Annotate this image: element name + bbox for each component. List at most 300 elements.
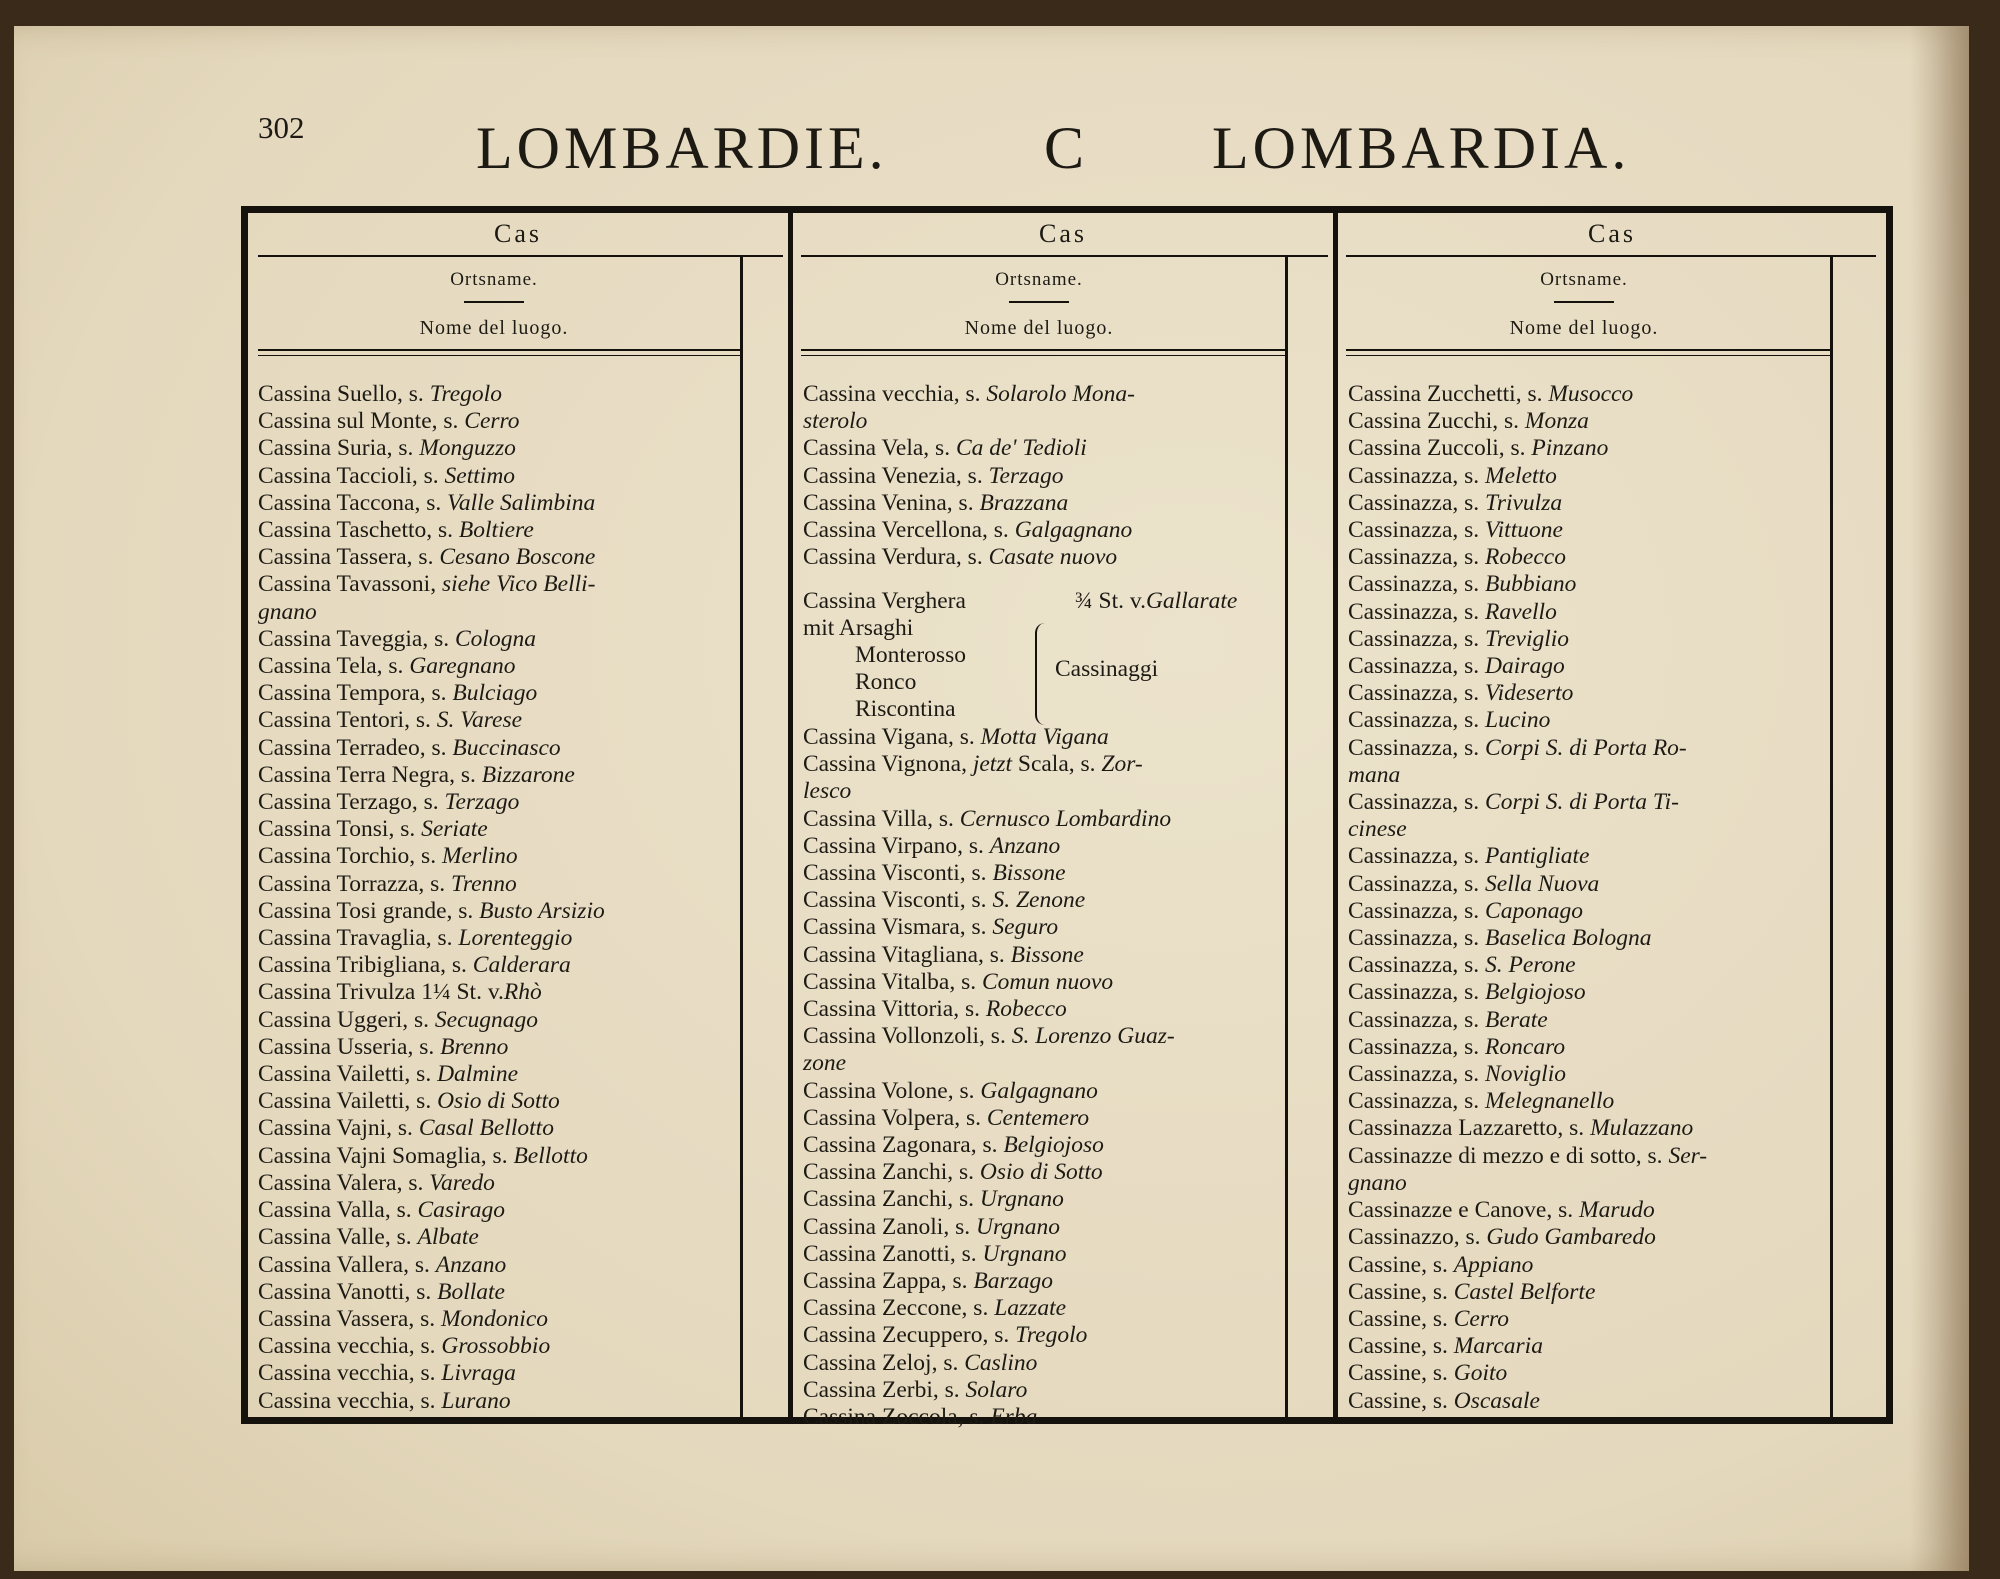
table-row	[258, 898, 605, 925]
entry-place: Motta Vigana	[980, 724, 1109, 750]
entry-place: Ca de' Tedioli	[955, 435, 1087, 462]
entry-name: Cassine, s.	[1348, 1333, 1448, 1360]
table-row	[1348, 1034, 1707, 1061]
entry-name: Cassina Vitagliana, s.	[803, 941, 1005, 968]
entry-list-bottom	[803, 724, 1175, 1431]
table-row	[803, 833, 1175, 860]
entry-name: Cassine, s.	[1348, 1305, 1448, 1332]
table-row	[1348, 952, 1707, 979]
entry-place: Tregolo	[1015, 1322, 1088, 1349]
entry-name: Cassinazza, s.	[1348, 489, 1480, 516]
table-row	[803, 860, 1175, 887]
entry-name: Cassina Vailetti, s.	[258, 1088, 432, 1115]
entry-place: Settimo	[444, 462, 516, 489]
entry-place: Caponago	[1485, 897, 1583, 924]
table-row	[803, 1295, 1175, 1322]
entry-name: Cassina Vela, s.	[803, 435, 951, 462]
table-row	[258, 1143, 605, 1170]
column-head: Cas	[494, 219, 542, 248]
entry-name: Cassinazze e Canove, s.	[1348, 1197, 1574, 1224]
table-row	[1348, 571, 1707, 598]
book-page	[14, 26, 1969, 1571]
entry-name: Cassina Verdura, s.	[803, 544, 983, 571]
column-subhead-german: Ortsname.	[450, 269, 538, 290]
entry-place: Berate	[1485, 1006, 1548, 1033]
entry-place: Barzago	[973, 1268, 1053, 1295]
entry-place: Belgiojoso	[1485, 979, 1586, 1006]
entry-distance: 1¼ St. v.	[421, 979, 504, 1006]
table-row	[803, 1377, 1175, 1404]
table-row	[803, 435, 1135, 462]
entry-place: Casirago	[417, 1197, 505, 1224]
entry-place: Secugnago	[434, 1006, 539, 1033]
entry-name: Cassina Zerbi, s.	[803, 1376, 960, 1403]
entry-place: Osio di Sotto	[979, 1159, 1103, 1186]
table-row	[1348, 1088, 1707, 1115]
entry-name: Cassina Zeccone, s.	[803, 1295, 989, 1322]
entry-name: Cassina Suria, s.	[258, 435, 414, 462]
entry-place: siehe Vico Belli-	[441, 571, 596, 598]
entry-place: Gallarate	[1145, 588, 1238, 614]
entry-place: Boltiere	[458, 517, 534, 544]
entry-name: Cassina Zappa, s.	[803, 1268, 968, 1295]
group-line: Monterosso	[855, 642, 966, 668]
table-row	[803, 1105, 1175, 1132]
entry-place: Corpi S. di Porta Ro-	[1485, 734, 1687, 761]
entry-name: Cassinazze di mezzo e di sotto, s.	[1348, 1142, 1663, 1169]
table-row	[258, 952, 605, 979]
table-row	[1348, 925, 1707, 952]
entry-place: Ravello	[1485, 598, 1557, 625]
entry-place: Brazzana	[979, 489, 1069, 516]
entry-name: Cassina Vitalba, s.	[803, 968, 977, 995]
entry-name: Cassina Taveggia, s.	[258, 625, 450, 652]
entry-name: Cassina Vailetti, s.	[258, 1061, 432, 1088]
header-rule	[801, 355, 1285, 356]
table-row	[1348, 626, 1707, 653]
entry-name: Cassina Vassera, s.	[258, 1305, 436, 1332]
entry-place: Urgnano	[982, 1240, 1067, 1267]
entry-name: Cassina Visconti, s.	[803, 887, 987, 914]
table-row	[1348, 871, 1707, 898]
entry-name: Cassina Zucchi, s.	[1348, 408, 1519, 435]
entry-name: Cassina Tonsi, s.	[258, 816, 416, 843]
table-row	[258, 1197, 605, 1224]
table-row	[258, 1170, 605, 1197]
entry-name: Cassina Vittoria, s.	[803, 996, 981, 1023]
entry-name: Cassine, s.	[1348, 1387, 1448, 1414]
table-row	[1348, 1279, 1707, 1306]
column-subhead-german: Ortsname.	[1540, 269, 1628, 290]
entry-place: Bissone	[1010, 941, 1084, 968]
entry-continuation: sterolo	[803, 408, 868, 435]
entry-name: Cassina Tela, s.	[258, 653, 404, 680]
entry-name: Cassina Suello, s.	[258, 381, 424, 407]
table-row	[258, 463, 605, 490]
entry-place: Urgnano	[979, 1186, 1064, 1213]
entry-place: Seguro	[992, 914, 1059, 941]
entry-name: Cassinazza, s.	[1348, 925, 1480, 952]
entry-place: Cernusco Lombardino	[959, 805, 1172, 832]
entry-name: Cassina Zeloj, s.	[803, 1349, 959, 1376]
table-row	[258, 762, 605, 789]
entry-name: Cassinazza, s.	[1348, 544, 1480, 571]
table-row	[258, 925, 605, 952]
column-inner-line	[1285, 255, 1288, 1417]
short-rule	[1554, 301, 1614, 303]
entry-name: Cassina vecchia, s.	[258, 1387, 436, 1414]
entry-place: Lucino	[1485, 707, 1551, 734]
entry-place: Noviglio	[1485, 1061, 1566, 1088]
entry-place: Monza	[1524, 408, 1589, 435]
entry-name: Cassina Vismara, s.	[803, 914, 987, 941]
entry-place: Vittuone	[1485, 517, 1563, 544]
table-row	[803, 1241, 1175, 1268]
entry-name: Cassina Taccioli, s.	[258, 462, 439, 489]
table-row	[803, 942, 1175, 969]
table-row	[803, 996, 1175, 1023]
section-letter: C	[1044, 115, 1085, 181]
entry-place: Galgagnano	[1014, 517, 1133, 544]
table-row	[258, 626, 605, 653]
table-row	[258, 1388, 605, 1415]
table-row	[258, 1252, 605, 1279]
entry-name: Cassina Terradeo, s.	[258, 734, 447, 761]
entry-place: Lorenteggio	[458, 925, 573, 952]
page-spine-shadow	[1909, 26, 1969, 1571]
column-inner-line	[740, 255, 743, 1417]
entry-continuation: mana	[1348, 761, 1401, 788]
short-rule	[464, 301, 524, 303]
entry-place: Garegnano	[409, 653, 516, 680]
table-row	[803, 887, 1175, 914]
entry-name: Cassina Torrazza, s.	[258, 870, 446, 897]
table-row	[258, 381, 605, 408]
table-row	[1348, 1360, 1707, 1387]
entry-name: Cassina Villa, s.	[803, 805, 954, 832]
entry-place: Goito	[1453, 1360, 1508, 1387]
entry-place: S. Varese	[436, 707, 523, 734]
entry-name: Cassinazza, s.	[1348, 707, 1480, 734]
entry-place: Terzago	[988, 462, 1064, 489]
entry-place: Sella Nuova	[1485, 870, 1600, 897]
entry-name: Cassina Zecuppero, s.	[803, 1322, 1010, 1349]
table-row	[803, 751, 1175, 778]
table-row	[258, 680, 605, 707]
group-line: Riscontina	[855, 696, 956, 722]
entry-place: Videserto	[1485, 680, 1574, 707]
table-row	[1348, 735, 1707, 762]
column-subhead-italian: Nome del luogo.	[964, 317, 1114, 339]
entry-name: Cassinazza, s.	[1348, 1006, 1480, 1033]
entry-name: Cassina Valle, s.	[258, 1224, 412, 1251]
entry-place: Cerro	[464, 408, 520, 435]
entry-name: Cassine, s.	[1348, 1251, 1448, 1278]
table-column-1	[248, 213, 788, 1417]
entry-name: Cassina Venina, s.	[803, 489, 974, 516]
title-german: LOMBARDIE.	[476, 115, 888, 181]
table-row	[1348, 898, 1707, 925]
entry-place: Casal Bellotto	[418, 1115, 554, 1142]
entry-place: Mondonico	[440, 1305, 549, 1332]
entry-place: Grossobbio	[441, 1333, 551, 1360]
entry-name: Cassinazza, s.	[1348, 843, 1480, 870]
entry-continuation: gnano	[258, 598, 317, 625]
entry-place: Seriate	[421, 816, 488, 843]
gazetteer-table	[241, 206, 1893, 1431]
entry-place: Corpi S. di Porta Ti-	[1485, 789, 1679, 816]
entry-name: Cassinazzo, s.	[1348, 1224, 1481, 1251]
header-rule	[1346, 349, 1830, 351]
table-row	[1348, 490, 1707, 517]
group-line: Ronco	[855, 669, 917, 695]
entry-place: Comun nuovo	[981, 968, 1114, 995]
entry-name: Cassina Tavassoni,	[258, 571, 437, 598]
entry-place: Erba	[990, 1404, 1038, 1431]
entry-name: Cassina Vercellona, s.	[803, 517, 1009, 544]
entry-name: Cassinazza, s.	[1348, 653, 1480, 680]
table-row	[803, 1132, 1175, 1159]
table-row	[258, 1061, 605, 1088]
table-row	[1348, 463, 1707, 490]
table-row	[803, 1404, 1175, 1431]
table-row	[1348, 789, 1707, 816]
table-row	[258, 1115, 605, 1142]
entry-place: Galgagnano	[980, 1077, 1098, 1104]
table-row	[1348, 1252, 1707, 1279]
table-row	[258, 435, 605, 462]
entry-name: Cassinazza, s.	[1348, 462, 1480, 489]
table-row	[258, 1306, 605, 1333]
table-column-2	[793, 213, 1333, 1431]
entry-name: Cassina Vollonzoli, s.	[803, 1023, 1006, 1050]
entry-place: Bulciago	[452, 680, 538, 707]
entry-place: Bollate	[437, 1278, 505, 1305]
entry-name: Cassina Venezia, s.	[803, 462, 983, 489]
entry-name: Cassina Zanoli, s.	[803, 1213, 971, 1240]
table-row	[1348, 544, 1707, 571]
entry-place: Valle Salimbina	[447, 489, 596, 516]
entry-place: Anzano	[435, 1251, 507, 1278]
entry-place: Albate	[417, 1224, 479, 1251]
table-row	[258, 1360, 605, 1387]
table-row	[1348, 408, 1707, 435]
entry-name: Cassinazza, s.	[1348, 598, 1480, 625]
table-row	[803, 1159, 1175, 1186]
table-row	[258, 544, 605, 571]
header-rule	[1346, 255, 1876, 257]
table-row	[258, 1088, 605, 1115]
table-row	[803, 490, 1135, 517]
table-row	[803, 1186, 1175, 1213]
entry-place: Solaro	[965, 1376, 1028, 1403]
entry-place: Dalmine	[437, 1061, 519, 1088]
entry-place: Merlino	[441, 843, 518, 870]
table-row	[1348, 1306, 1707, 1333]
entry-place: Castel Belforte	[1453, 1278, 1596, 1305]
table-row	[803, 1078, 1175, 1105]
entry-name: Cassina Vignona,	[803, 751, 967, 778]
entry-place: Baselica Bologna	[1485, 925, 1652, 952]
entry-place: jetzt	[972, 751, 1012, 778]
entry-place: Caslino	[964, 1349, 1038, 1376]
table-row	[803, 463, 1135, 490]
entry-name: Cassina Valera, s.	[258, 1169, 424, 1196]
table-row	[258, 816, 605, 843]
entry-place: Anzano	[989, 832, 1061, 859]
table-row	[1348, 843, 1707, 870]
table-row	[803, 969, 1175, 996]
header-rule	[258, 255, 783, 257]
entry-name: Cassinazza Lazzaretto, s.	[1348, 1115, 1585, 1142]
entry-name: Cassina vecchia, s.	[803, 381, 981, 407]
entry-place: S. Lorenzo Guaz-	[1011, 1023, 1175, 1050]
table-row	[803, 806, 1175, 833]
entry-place: Ser-	[1668, 1142, 1708, 1169]
entry-place: Bubbiano	[1485, 571, 1577, 598]
entry-name: Cassina Vigana, s.	[803, 724, 975, 750]
entry-name: Cassina Tentori, s.	[258, 707, 431, 734]
table-row	[258, 517, 605, 544]
entry-name: Cassina Tempora, s.	[258, 680, 447, 707]
entry-name: Cassina sul Monte, s.	[258, 408, 459, 435]
table-row	[258, 571, 605, 598]
page-header	[14, 26, 1969, 196]
entry-name: Cassina Zucchetti, s.	[1348, 381, 1543, 407]
entry-name: Cassina Volpera, s.	[803, 1104, 981, 1131]
header-rule	[801, 349, 1285, 351]
entry-name: Cassina Trivulza	[258, 979, 416, 1006]
entry-place: Marudo	[1579, 1197, 1655, 1224]
entry-place: Oscasale	[1453, 1387, 1540, 1414]
table-row	[258, 1007, 605, 1034]
entry-name: Cassinazza, s.	[1348, 680, 1480, 707]
table-row	[1348, 1143, 1707, 1170]
entry-name: Cassinazza, s.	[1348, 789, 1480, 816]
entry-continuation: cinese	[1348, 816, 1407, 843]
column-head: Cas	[1588, 219, 1636, 248]
entry-name: Cassine, s.	[1348, 1360, 1448, 1387]
entry-name: Cassina Usseria, s.	[258, 1033, 435, 1060]
table-row	[1348, 1115, 1707, 1142]
table-row	[803, 1214, 1175, 1241]
column-subhead-italian: Nome del luogo.	[1509, 317, 1659, 339]
entry-name: Cassina Taccona, s.	[258, 489, 442, 516]
entry-place: S. Zenone	[992, 887, 1086, 914]
table-row	[1348, 435, 1707, 462]
entry-name: Cassinazza, s.	[1348, 1033, 1480, 1060]
entry-list	[1348, 381, 1707, 1415]
entry-place: Robecco	[985, 996, 1067, 1023]
curly-brace	[1035, 623, 1051, 725]
entry-place: Lurano	[441, 1387, 511, 1414]
entry-name: Cassinazza, s.	[1348, 734, 1480, 761]
entry-name: Cassina Travaglia, s.	[258, 925, 453, 952]
table-row	[258, 871, 605, 898]
entry-name: Cassinazza, s.	[1348, 952, 1480, 979]
table-row	[258, 979, 605, 1006]
entry-name: Cassina Vallera, s.	[258, 1251, 430, 1278]
table-row	[1348, 1224, 1707, 1251]
entry-name: Cassina Verghera	[803, 588, 966, 614]
column-head: Cas	[1039, 219, 1087, 248]
entry-name: Cassina Tosi grande, s.	[258, 897, 474, 924]
header-rule	[258, 355, 740, 356]
entry-place: Centemero	[986, 1104, 1090, 1131]
table-row	[803, 1023, 1175, 1050]
table-row	[258, 653, 605, 680]
entry-place: Urgnano	[975, 1213, 1060, 1240]
page-number: 302	[258, 110, 305, 145]
entry-name: Cassinazza, s.	[1348, 517, 1480, 544]
entry-name: Cassinazza, s.	[1348, 979, 1480, 1006]
column-subhead-german: Ortsname.	[995, 269, 1083, 290]
title-italian: LOMBARDIA.	[1212, 115, 1631, 181]
entry-place: Bissone	[992, 860, 1066, 887]
entry-place: Lazzate	[994, 1295, 1067, 1322]
entry-name: Cassina Zuccoli, s.	[1348, 435, 1526, 462]
table-row	[258, 1333, 605, 1360]
entry-place: Meletto	[1485, 462, 1557, 489]
entry-place: Mulazzano	[1590, 1115, 1694, 1142]
table-column-3	[1338, 213, 1886, 1417]
table-row	[1348, 1388, 1707, 1415]
entry-place: Cerro	[1453, 1305, 1510, 1332]
column-inner-line	[1830, 255, 1833, 1417]
entry-name: Cassina Uggeri, s.	[258, 1006, 430, 1033]
entry-place: Dairago	[1485, 653, 1565, 680]
entry-place: Marcaria	[1453, 1333, 1543, 1360]
entry-place: Casate nuovo	[988, 544, 1118, 571]
entry-place: Rhò	[503, 979, 542, 1006]
table-row-verghera	[803, 588, 1283, 615]
entry-place: Belgiojoso	[1003, 1132, 1104, 1159]
entry-name: Cassina Valla, s.	[258, 1197, 412, 1224]
entry-place: Appiano	[1453, 1251, 1534, 1278]
table-row	[1348, 1333, 1707, 1360]
entry-name: Cassina Terzago, s.	[258, 789, 439, 816]
entry-place: Terzago	[444, 789, 520, 816]
header-rule	[1346, 355, 1830, 356]
table-row	[258, 1279, 605, 1306]
entry-place: Trenno	[451, 870, 517, 897]
header-rule	[258, 349, 740, 351]
table-row	[258, 843, 605, 870]
entry-place: Buccinasco	[452, 734, 561, 761]
entry-place: Cesano Boscone	[439, 544, 596, 571]
entry-name: Cassina Volone, s.	[803, 1077, 975, 1104]
entry-place: Monguzzo	[419, 435, 516, 462]
table-row	[803, 544, 1135, 571]
entry-continuation: lesco	[803, 778, 852, 805]
entry-place: Melegnanello	[1485, 1088, 1615, 1115]
entry-name: Cassinazza, s.	[1348, 1061, 1480, 1088]
entry-place: Treviglio	[1485, 625, 1570, 652]
entry-place: Osio di Sotto	[437, 1088, 560, 1115]
column-subhead-italian: Nome del luogo.	[419, 317, 569, 339]
entry-name: Cassinazza, s.	[1348, 897, 1480, 924]
table-row	[803, 1268, 1175, 1295]
entry-name: Cassina Visconti, s.	[803, 860, 987, 887]
table-row	[1348, 653, 1707, 680]
entry-place: Bellotto	[513, 1142, 588, 1169]
table-row	[1348, 707, 1707, 734]
entry-list	[258, 381, 605, 1415]
entry-name: Cassinazza, s.	[1348, 870, 1480, 897]
table-row	[258, 735, 605, 762]
entry-name: Cassinazza, s.	[1348, 571, 1480, 598]
table-row	[1348, 381, 1707, 408]
